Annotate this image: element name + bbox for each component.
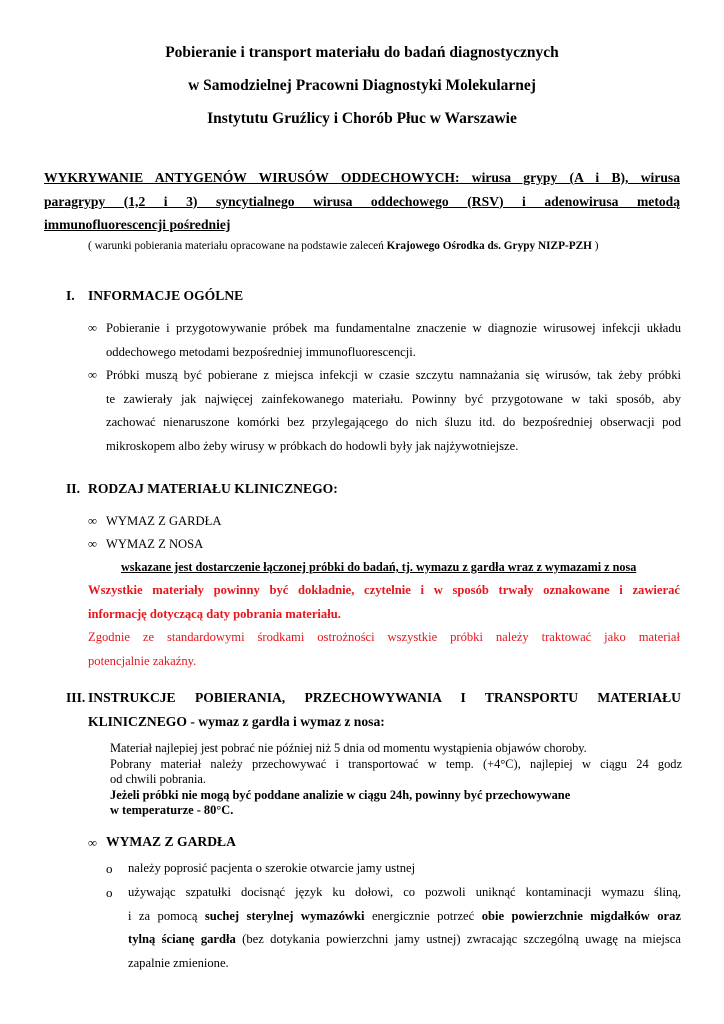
throat-step-2-line-3 [128, 928, 681, 952]
section-2-number: II. [66, 481, 80, 496]
bullet-2-line-2: te zawierały jak najwięcej zainfekowanego materiału. Powinny być przygotowane w taki sposób, aby [106, 391, 681, 406]
throat-step-2 [128, 881, 681, 975]
test-heading [44, 166, 680, 237]
bullet-icon: ∞ [88, 836, 97, 850]
source-note-close: ) [591, 240, 599, 252]
infectious-warning [88, 625, 680, 673]
tonsils-term: obie powierzchnie migdałków oraz [481, 908, 681, 923]
bullet-icon: ∞ [88, 368, 97, 382]
freezing-info-line-2: w temperaturze - 80°C. [110, 803, 234, 817]
section-3-title-line-2: KLINICZNEGO - wymaz z gardła i wymaz z nosa: [88, 714, 385, 729]
bullet-2-line-3: zachować nienaruszone komórki bez przylegającego do nich śluzu itd. do bezpośredniej obserwacji pod [106, 415, 681, 429]
text-run: i za pomocą [128, 908, 205, 923]
section-3-title-line-1: INSTRUKCJE POBIERANIA, PRZECHOWYWANIA I TRANSPORTU MATERIAŁU [88, 690, 681, 705]
general-info-bullet-2 [106, 364, 681, 458]
freezing-info [110, 788, 682, 818]
circle-bullet-icon: o [106, 885, 113, 900]
infectious-warning-line-2: potencjalnie zakaźny. [88, 654, 197, 668]
bullet-1-line-2: oddechowego metodami bezpośredniej immunofluorescencji. [106, 344, 416, 359]
source-note [88, 240, 599, 252]
dry-swab-term: suchej sterylnej wymazówki [204, 908, 365, 923]
text-run: energicznie potrzeć [364, 908, 482, 923]
bullet-icon: ∞ [88, 537, 97, 551]
bullet-2-line-4: mikroskopem albo żeby wirusy w próbkach do hodowli były jak najżywotniejsze. [106, 438, 519, 453]
throat-wall-term: tylną ścianę gardła [128, 932, 236, 946]
throat-step-2-line-4: zapalnie zmienione. [128, 955, 229, 970]
circle-bullet-icon: o [106, 861, 113, 876]
title-line-1: Pobieranie i transport materiału do badań diagnostycznych [165, 44, 559, 61]
material-item-nose: WYMAZ Z NOSA [106, 537, 204, 551]
test-heading-line-2: paragrypy (1,2 i 3) syncytialnego wirusa oddechowego (RSV) i adenowirusa metodą [44, 193, 680, 209]
combined-sample-note: wskazane jest dostarczenie łączonej próbki do badań, tj. wymazu z gardła wraz z wymazami z nosa [121, 560, 637, 574]
storage-info [110, 757, 682, 787]
bullet-2-line-1: Próbki muszą być pobierane z miejsca infekcji w czasie szczytu namnażania się wirusów, tak żeby próbki [106, 368, 681, 382]
bullet-icon: ∞ [88, 514, 97, 528]
labelling-warning-line-1: Wszystkie materiały powinny być dokładnie, czytelnie i w sposób trwały oznakowane i zawierać [88, 583, 680, 597]
general-info-bullet-1 [106, 317, 681, 364]
throat-step-1: należy poprosić pacjenta o szerokie otwarcie jamy ustnej [128, 861, 416, 875]
section-3-number: III. [66, 690, 86, 705]
source-note-text: ( warunki pobierania materiału opracowane na podstawie zaleceń [88, 240, 387, 252]
infectious-warning-line-1: Zgodnie ze standardowymi środkami ostrożności wszystkie próbki należy traktować jako materiał [88, 630, 680, 644]
bullet-icon: ∞ [88, 321, 97, 335]
text-run: (bez dotykania powierzchni jamy ustnej) zwracając szczególną uwagę na miejsca [235, 932, 681, 946]
storage-info-line-2: od chwili pobrania. [110, 772, 207, 786]
collection-timing: Materiał najlepiej jest pobrać nie później niż 5 dnia od momentu wystąpienia objawów choroby. [110, 741, 587, 755]
labelling-warning [88, 578, 680, 626]
labelling-warning-line-2: informację dotyczącą daty pobrania materiału. [88, 607, 341, 621]
title-line-2: w Samodzielnej Pracowni Diagnostyki Molekularnej [188, 77, 536, 94]
bullet-1-line-1: Pobieranie i przygotowywanie próbek ma fundamentalne znaczenie w diagnozie wirusowej infekcji układu [106, 321, 681, 335]
title-line-3: Instytutu Gruźlicy i Chorób Płuc w Warszawie [207, 110, 517, 127]
section-1-title: INFORMACJE OGÓLNE [88, 288, 244, 303]
material-item-throat: WYMAZ Z GARDŁA [106, 514, 222, 528]
freezing-info-line-1: Jeżeli próbki nie mogą być poddane analizie w ciągu 24h, powinny być przechowywane [110, 788, 571, 802]
test-heading-line-1: WYKRYWANIE ANTYGENÓW WIRUSÓW ODDECHOWYCH: wirusa grypy (A i B), wirusa [44, 170, 680, 185]
throat-step-2-line-2 [128, 905, 681, 929]
throat-step-2-line-1: używając szpatułki docisnąć język ku dołowi, co pozwoli uniknąć kontaminacji wymazu śliną, [128, 885, 681, 899]
section-2-title: RODZAJ MATERIAŁU KLINICZNEGO: [88, 481, 338, 496]
storage-info-line-1: Pobrany materiał należy przechowywać i transportować w temp. (+4°C), najlepiej w ciągu 24 godz [110, 757, 682, 771]
throat-swab-title: WYMAZ Z GARDŁA [106, 834, 236, 849]
source-note-institution: Krajowego Ośrodka ds. Grypy NIZP-PZH [386, 240, 592, 252]
test-heading-line-3: immunofluorescencji pośredniej [44, 217, 231, 232]
section-1-number: I. [66, 288, 75, 303]
